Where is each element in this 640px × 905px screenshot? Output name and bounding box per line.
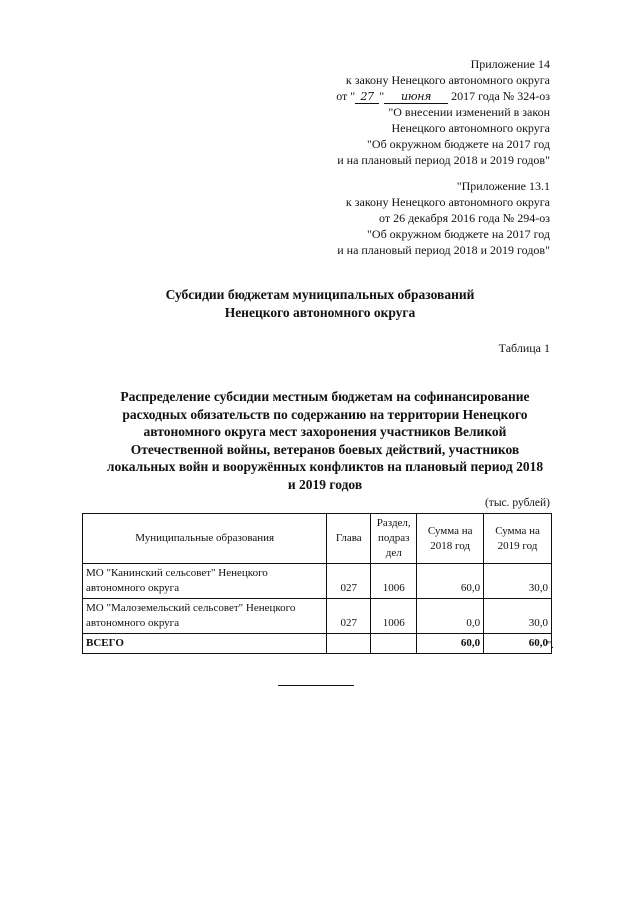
- total-label: ВСЕГО: [83, 634, 327, 654]
- appendix-13-1-date: от 26 декабря 2016 года № 294-оз: [378, 211, 550, 225]
- row-municipality-line2: автономного округа: [86, 582, 180, 594]
- units-label: (тыс. рублей): [484, 497, 550, 509]
- appendix-13-1-title: "Приложение 13.1: [456, 179, 550, 193]
- appendix-14-line4: "О внесении изменений в закон: [388, 105, 550, 119]
- appendix-14-line5: Ненецкого автономного округа: [391, 121, 550, 135]
- row-municipality-line1: МО "Канинский сельсовет" Ненецкого: [86, 567, 268, 579]
- header-sum-2018: [417, 514, 484, 564]
- header-section: [371, 514, 417, 564]
- row-sum-2018: 60,0: [417, 564, 484, 599]
- header-sum-2019-line1: Сумма на: [495, 524, 540, 537]
- header-sum-2019-line2: 2019 год: [497, 539, 538, 552]
- header-section-line3: дел: [385, 547, 402, 559]
- main-title: [0, 286, 640, 322]
- appendix-14-header: [336, 56, 550, 168]
- table-label: Таблица 1: [498, 341, 550, 355]
- row-sum-2018: 0,0: [417, 599, 484, 634]
- row-sum-2019: 30,0: [484, 564, 552, 599]
- row-municipality-line1: МО "Малоземельский сельсовет" Ненецкого: [86, 602, 296, 614]
- table-title: Распределение субсидии местным бюджетам на софинансирование расходных обязательств по содержанию на территории Ненецкого автономного округа мест захоронения участников Великой Отечественной войны, ветеранов боевых действий, участников локальных войн и вооружённых конфликтов на плановый период 2018 и 2019 годов: [106, 389, 544, 492]
- row-section: 1006: [371, 599, 417, 634]
- footer-divider: [278, 685, 354, 686]
- appendix-13-1-line5: и на плановый период 2018 и 2019 годов": [337, 243, 550, 257]
- total-section-empty: [371, 634, 417, 654]
- total-chapter-empty: [327, 634, 371, 654]
- row-municipality: [83, 599, 327, 634]
- row-municipality-line2: автономного округа: [86, 617, 180, 629]
- date-mid: ": [379, 89, 385, 103]
- table-header-row: [83, 514, 552, 564]
- appendix-14-date-line: [336, 88, 550, 104]
- handwritten-month: июня: [384, 91, 448, 104]
- appendix-13-1-line4: "Об окружном бюджете на 2017 год: [367, 227, 550, 241]
- date-prefix: от ": [336, 89, 356, 103]
- table-row: [83, 599, 552, 634]
- appendix-13-1-header: [337, 178, 550, 258]
- appendix-14-title: Приложение 14: [470, 57, 550, 71]
- header-sum-2018-line1: Сумма на: [427, 524, 473, 537]
- date-suffix: 2017 года № 324-оз: [451, 89, 550, 103]
- appendix-13-1-law-ref: к закону Ненецкого автономного округа: [345, 195, 550, 209]
- row-section: 1006: [371, 564, 417, 599]
- appendix-14-law-ref: к закону Ненецкого автономного округа: [345, 73, 550, 87]
- header-sum-2019: [484, 514, 552, 564]
- total-row: [83, 634, 552, 654]
- row-sum-2019: 30,0: [484, 599, 552, 634]
- header-sum-2018-line2: 2018 год: [430, 539, 471, 552]
- appendix-14-line6: "Об окружном бюджете на 2017 год: [367, 137, 550, 151]
- main-title-line2: Ненецкого автономного округа: [224, 305, 416, 320]
- header-section-line2: подраз: [378, 532, 410, 544]
- table-row: [83, 564, 552, 599]
- total-sum-2018: 60,0: [417, 634, 484, 654]
- row-chapter: 027: [327, 599, 371, 634]
- total-sum-2019: 60,0: [484, 634, 552, 654]
- handwritten-day: 27: [355, 91, 379, 104]
- appendix-14-line7: и на плановый период 2018 и 2019 годов": [337, 153, 550, 167]
- main-title-line1: Субсидии бюджетам муниципальных образований: [165, 287, 475, 302]
- closing-quote: ".: [547, 640, 554, 651]
- header-section-line1: Раздел,: [376, 517, 411, 529]
- header-chapter: Глава: [327, 514, 371, 564]
- row-chapter: 027: [327, 564, 371, 599]
- row-municipality: [83, 564, 327, 599]
- subsidy-table: [82, 513, 552, 654]
- header-municipality: Муниципальные образования: [83, 514, 327, 564]
